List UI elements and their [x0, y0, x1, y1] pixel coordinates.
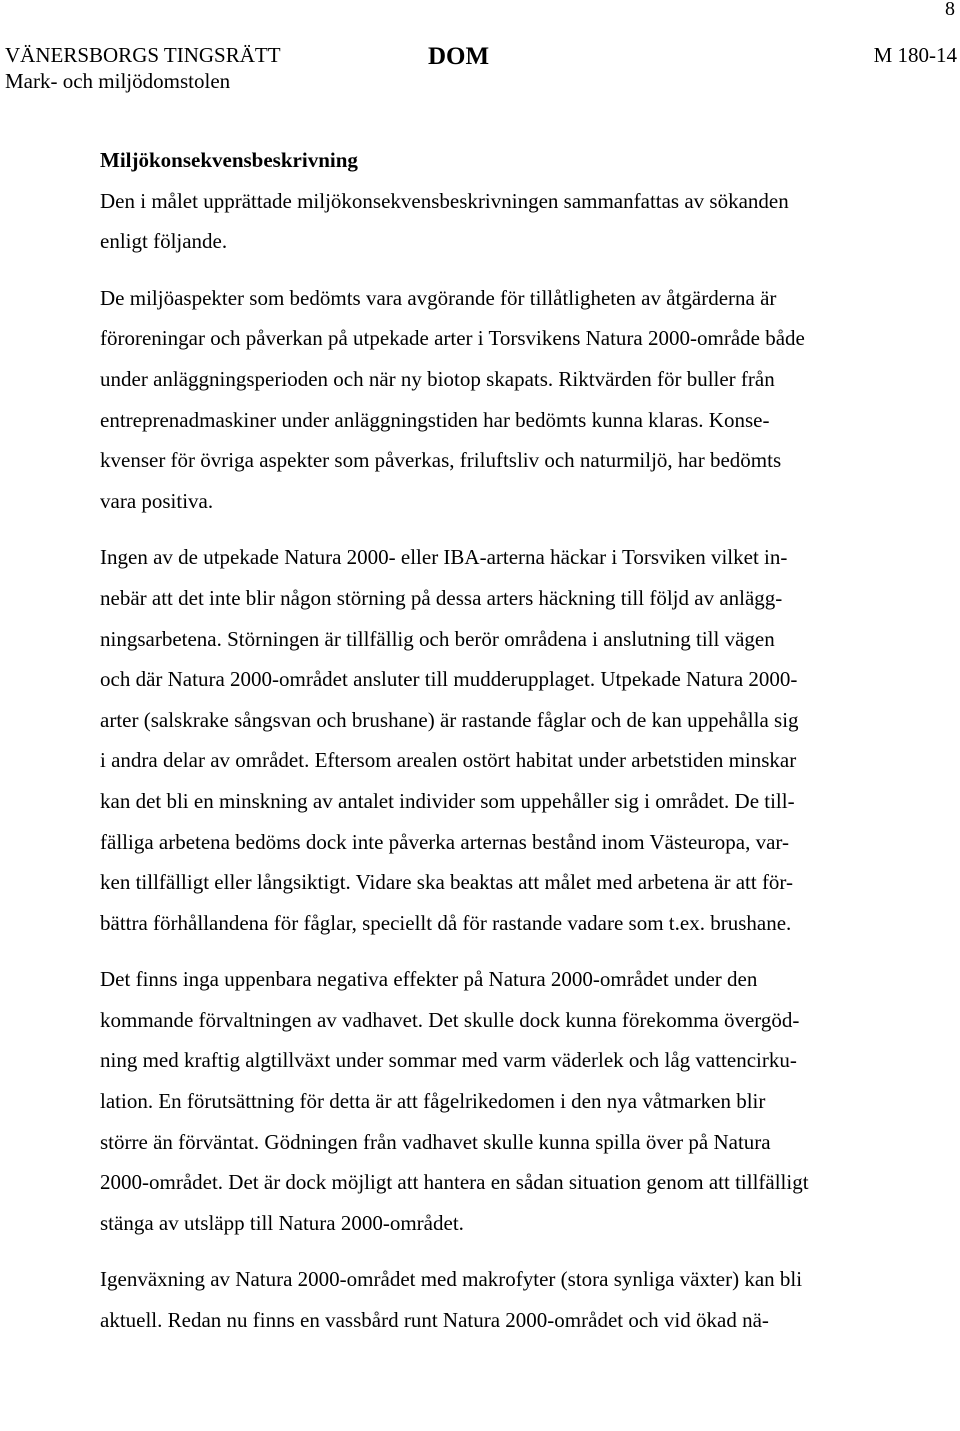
text-line: och där Natura 2000-området ansluter till mudderupplaget. Utpekade Natura 2000-: [100, 667, 798, 692]
case-number: M 180-14: [873, 43, 957, 67]
text-line: De miljöaspekter som bedömts vara avgörande för tillåtligheten av åtgärderna är: [100, 285, 777, 310]
document-type: DOM: [428, 43, 490, 70]
text-line: kan det bli en minskning av antalet individer som uppehåller sig i området. De till-: [100, 788, 795, 813]
paragraph-intro: [100, 148, 940, 254]
text-line: ning med kraftig algtillväxt under sommar med varm väderlek och låg vattencirku-: [100, 1048, 797, 1073]
text-line: föroreningar och påverkan på utpekade arter i Torsvikens Natura 2000-område både: [100, 326, 805, 351]
text-line: ken tillfälligt eller långsiktigt. Vidare ska beaktas att målet med arbetena är att för-: [100, 870, 793, 895]
text-line: nebär att det inte blir någon störning på dessa arters häckning till följd av anlägg-: [100, 585, 783, 610]
text-line: Igenväxning av Natura 2000-området med makrofyter (stora synliga växter) kan bli: [100, 1267, 803, 1292]
text-line: 2000-området. Det är dock möjligt att hantera en sådan situation genom att tillfälligt: [100, 1170, 809, 1195]
text-line: under anläggningsperioden och när ny biotop skapats. Riktvärden för buller från: [100, 366, 775, 391]
text-line: stänga av utsläpp till Natura 2000-området.: [100, 1210, 464, 1235]
court-division: Mark- och miljödomstolen: [5, 69, 231, 93]
text-line: arter (salskrake sångsvan och brushane) är rastande fåglar och de kan uppehålla sig: [100, 707, 799, 732]
text-line: enligt följande.: [100, 229, 228, 254]
text-line: aktuell. Redan nu finns en vassbård runt Natura 2000-området och vid ökad nä-: [100, 1308, 769, 1333]
text-line: lation. En förutsättning för detta är att fågelrikedomen i den nya våtmarken blir: [100, 1089, 766, 1114]
document-body: [100, 148, 940, 1333]
text-line: vara positiva.: [100, 488, 214, 513]
court-name: VÄNERSBORGS TINGSRÄTT: [5, 43, 281, 67]
paragraph: [100, 545, 940, 935]
text-line: större än förväntat. Gödningen från vadhavet skulle kunna spilla över på Natura: [100, 1129, 771, 1154]
text-line: kommande förvaltningen av vadhavet. Det skulle dock kunna förekomma övergöd-: [100, 1007, 800, 1032]
text-line: Ingen av de utpekade Natura 2000- eller IBA-arterna häckar i Torsviken vilket in-: [100, 545, 788, 570]
text-line: i andra delar av området. Eftersom arealen ostört habitat under arbetstiden minskar: [100, 748, 797, 773]
paragraph: [100, 285, 940, 513]
text-line: entreprenadmaskiner under anläggningstiden har bedömts kunna klaras. Konse-: [100, 407, 770, 432]
paragraph: [100, 1267, 940, 1333]
text-line: bättra förhållandena för fåglar, speciellt då för rastande vadare som t.ex. brushane.: [100, 910, 792, 935]
text-line: Det finns inga uppenbara negativa effekter på Natura 2000-området under den: [100, 967, 758, 992]
paragraph: [100, 967, 940, 1235]
page-number: 8: [945, 0, 955, 20]
text-line: fälliga arbetena bedöms dock inte påverka arternas bestånd inom Västeuropa, var-: [100, 829, 790, 854]
text-line: kvenser för övriga aspekter som påverkas, friluftsliv och naturmiljö, har bedömts: [100, 448, 782, 473]
text-line: ningsarbetena. Störningen är tillfällig och berör områdena i anslutning till vägen: [100, 626, 775, 651]
text-line: Den i målet upprättade miljökonsekvensbeskrivningen sammanfattas av sökanden: [100, 188, 789, 213]
section-heading: Miljökonsekvensbeskrivning: [100, 148, 358, 172]
